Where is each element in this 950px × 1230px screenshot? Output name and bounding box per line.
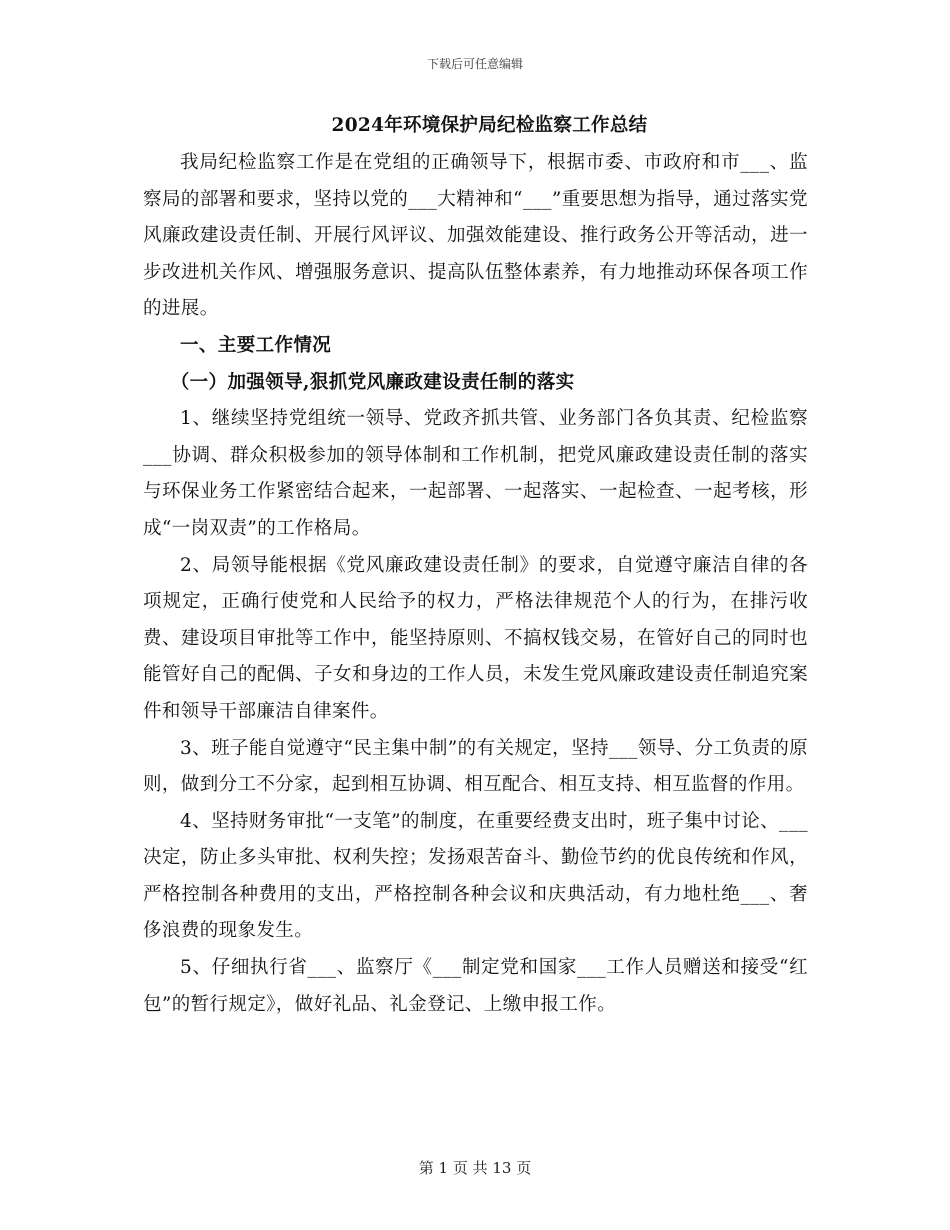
intro-paragraph: 我局纪检监察工作是在党组的正确领导下，根据市委、市政府和市___、监察局的部署和要求，坚持以党的___大精神和“___”重要思想为指导，通过落实党风廉政建设责任制、开展行风评议、加强效能建设、推行政务公开等活动，进一步改进机关作风、增强服务意识、提高队伍整体素养，有力地推动环保各项工作的进展。: [143, 152, 808, 320]
section-heading: 一、主要工作情况: [180, 334, 332, 356]
page-number: 第 1 页 共 13 页: [418, 1159, 532, 1177]
header-note: 下载后可任意编辑: [426, 57, 523, 71]
document-title: 2024年环境保护局纪检监察工作总结: [331, 115, 648, 136]
item-paragraph-1: 1、继续坚持党组统一领导、党政齐抓共管、业务部门各负其责、纪检监察___协调、群众积极参加的领导体制和工作机制，把党风廉政建设责任制的落实与环保业务工作紧密结合起来，一起部署、一起落实、一起检查、一起考核，形成“一岗双责”的工作格局。: [143, 408, 808, 539]
item-paragraph-2: 2、局领导能根据《党风廉政建设责任制》的要求，自觉遵守廉洁自律的各项规定，正确行使党和人民给予的权力，严格法律规范个人的行为，在排污收费、建设项目审批等工作中，能坚持原则、不搞权钱交易，在管好自己的同时也能管好自己的配偶、子女和身边的工作人员，未发生党风廉政建设责任制追究案件和领导干部廉洁自律案件。: [143, 554, 808, 722]
item-paragraph-5: 5、仔细执行省___、监察厅《___制定党和国家___工作人员赠送和接受“红包”的暂行规定》，做好礼品、礼金登记、上缴申报工作。: [143, 957, 808, 1015]
subsection-heading: （一）加强领导,狠抓党风廉政建设责任制的落实: [170, 371, 575, 393]
item-paragraph-3: 3、班子能自觉遵守“民主集中制”的有关规定，坚持___领导、分工负责的原则，做到分工不分家，起到相互协调、相互配合、相互支持、相互监督的作用。: [143, 737, 808, 796]
document-body: [143, 113, 808, 1023]
item-paragraph-4: 4、坚持财务审批“一支笔”的制度，在重要经费支出时，班子集中讨论、___决定，防止多头审批、权利失控；发扬艰苦奋斗、勤俭节约的优良传统和作风，严格控制各种费用的支出，严格控制各种会议和庆典活动，有力地杜绝___、奢侈浪费的现象发生。: [143, 810, 808, 942]
